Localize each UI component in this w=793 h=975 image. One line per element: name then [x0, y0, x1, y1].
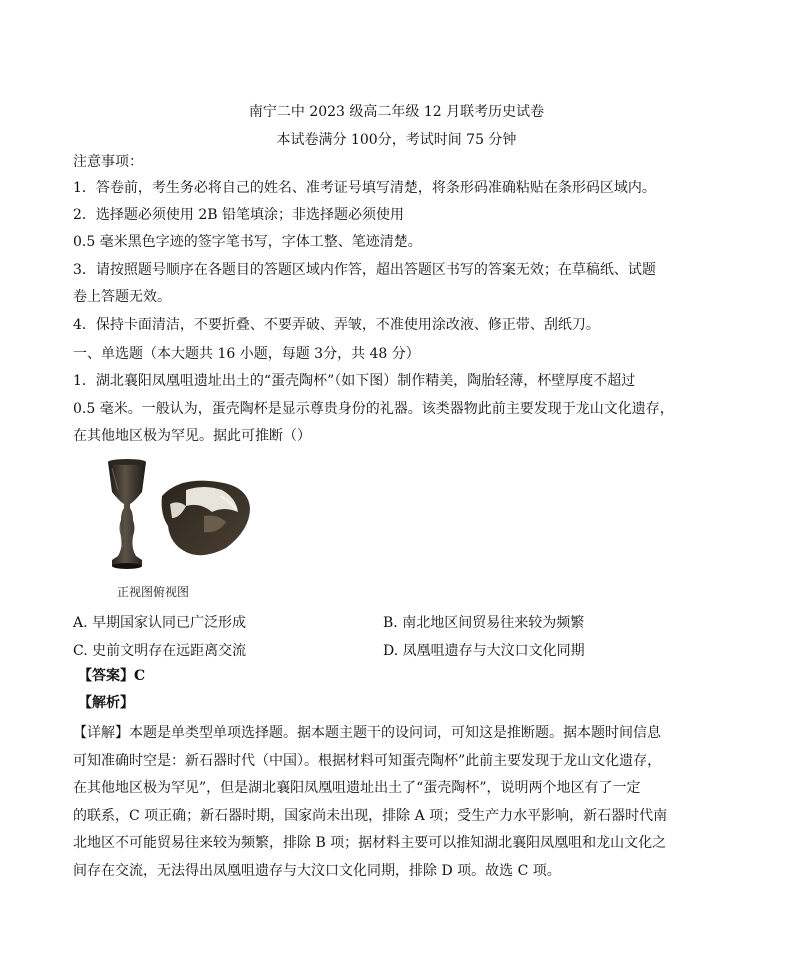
option-a[interactable]: A. 早期国家认同已广泛形成 — [73, 615, 247, 631]
exam-subtitle: 本试卷满分 100分，考试时间 75 分钟 — [276, 132, 517, 148]
notice-item-2-cont: 0.5 毫米黑色字迹的签字笔书写，字体工整、笔迹清楚。 — [73, 234, 422, 250]
top-view-fragments — [162, 481, 250, 556]
option-c[interactable]: C. 史前文明存在远距离交流 — [73, 643, 247, 659]
header — [0, 98, 793, 154]
notice-item-3-cont: 卷上答题无效。 — [73, 289, 171, 305]
notice-item-2: 2．选择题必须使用 2B 铅笔填涂；非选择题必须使用 — [73, 207, 405, 223]
question-line-1: 1．湖北襄阳凤凰咀遗址出土的“蛋壳陶杯”（如下图）制作精美，陶胎轻薄，杯壁厚度不超过 — [73, 373, 636, 389]
detail-line-5: 北地区不可能贸易往来较为频繁，排除 B 项；据材料主要可以推知湖北襄阳凤凰咀和龙山文化之 — [73, 835, 667, 851]
analysis-label: 【解析】 — [78, 695, 134, 711]
detail-line-3: 在其他地区极为罕见”，但是湖北襄阳凤凰咀遗址出土了“蛋壳陶杯”，说明两个地区有了一定 — [73, 780, 641, 796]
notice-item-4: 4．保持卡面清洁，不要折叠、不要弄破、弄皱，不准使用涂改液、修正带、刮纸刀。 — [73, 317, 600, 333]
option-d[interactable]: D. 凤凰咀遗存与大汶口文化同期 — [383, 643, 585, 659]
answer-value: C — [134, 668, 146, 684]
front-view-cup — [108, 459, 146, 569]
eggshell-cup-image — [100, 456, 260, 576]
answer-label: 【答案】 — [78, 668, 134, 684]
option-b[interactable]: B. 南北地区间贸易往来较为频繁 — [383, 615, 585, 631]
section-title: 一、单选题（本大题共 16 小题，每题 3分，共 48 分） — [73, 346, 420, 362]
notice-item-1: 1．答卷前，考生务必将自己的姓名、准考证号填写清楚，将条形码准确粘贴在条形码区域内。 — [73, 180, 656, 196]
figure-caption: 正视图俯视图 — [117, 585, 190, 599]
detail-line-1: 【详解】本题是单类型单项选择题。据本题主题干的设问词，可知这是推断题。据本题时间信息 — [73, 725, 661, 741]
detail-line-2: 可知准确时空是：新石器时代（中国）。根据材料可知蛋壳陶杯”此前主要发现于龙山文化遗存， — [73, 752, 662, 769]
notice-heading: 注意事项： — [73, 154, 143, 170]
question-line-3: 在其他地区极为罕见。据此可推断（） — [73, 428, 311, 444]
question-line-2: 0.5 毫米。一般认为，蛋壳陶杯是显示尊贵身份的礼器。该类器物此前主要发现于龙山文化遗存， — [73, 401, 674, 417]
notice-item-3: 3．请按照题号顺序在各题目的答题区域内作答，超出答题区书写的答案无效；在草稿纸、试题 — [73, 262, 656, 278]
analysis-line — [78, 693, 134, 713]
detail-line-4: 的联系，C 项正确；新石器时期，国家尚未出现，排除 A 项；受生产力水平影响，新石器时代南 — [73, 807, 668, 824]
answer-options — [73, 609, 713, 665]
exam-title: 南宁二中 2023 级高二年级 12 月联考历史试卷 — [248, 104, 545, 120]
answer-line — [78, 666, 145, 686]
detail-explanation — [73, 720, 683, 885]
detail-line-6: 间存在交流，无法得出凤凰咀遗存与大汶口文化同期，排除 D 项。故选 C 项。 — [73, 862, 561, 879]
